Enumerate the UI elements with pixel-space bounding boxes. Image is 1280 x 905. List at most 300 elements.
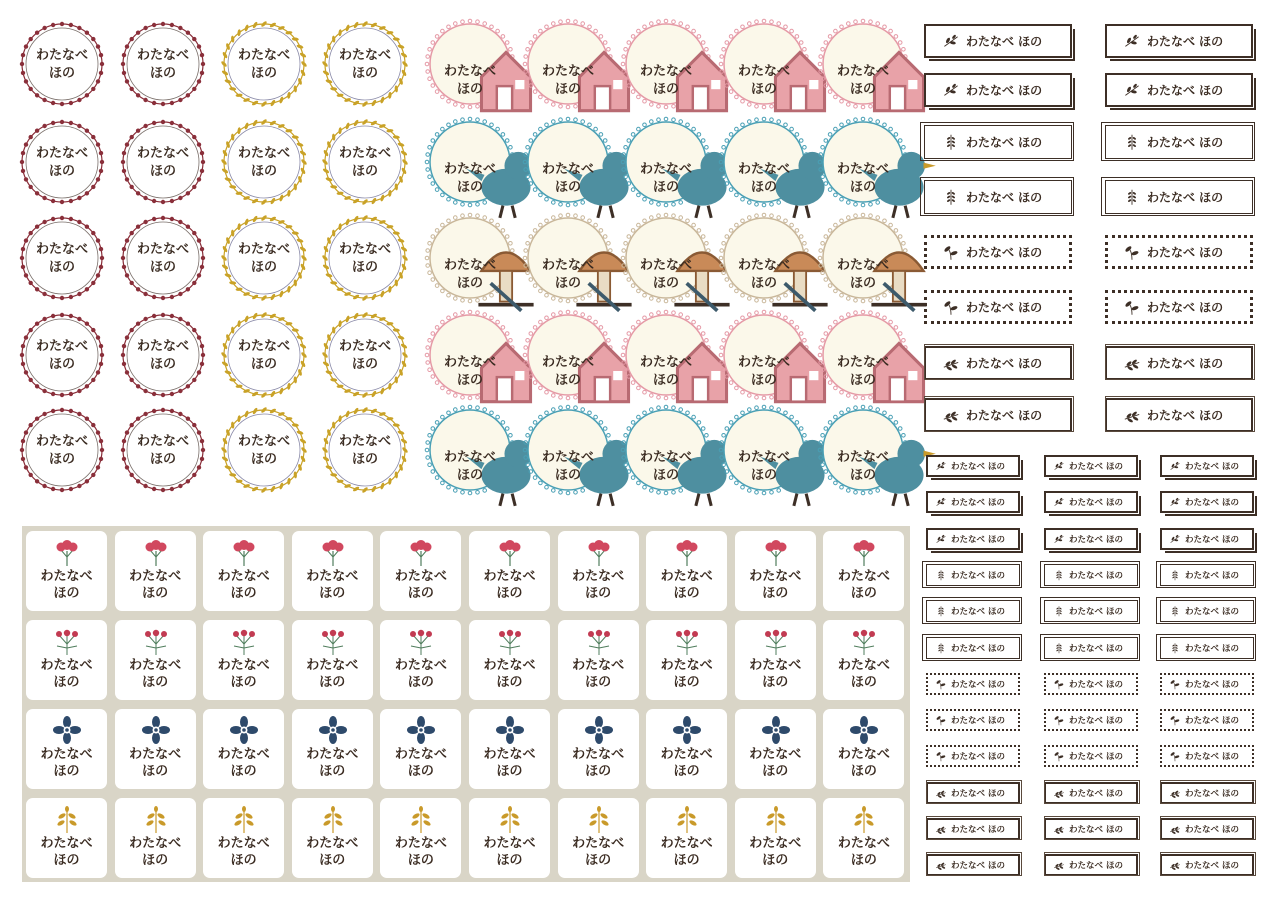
sticker-name-line2: ほの	[496, 764, 523, 779]
round-sticker	[522, 309, 614, 401]
leaf-sprig-icon	[942, 81, 960, 99]
gold-wreath-frame	[218, 309, 310, 401]
sticker-name	[558, 746, 639, 780]
name-label-small	[926, 600, 1020, 622]
round-sticker	[319, 18, 411, 110]
sticker-name-line2: ほの	[149, 260, 176, 275]
herb-icon	[1123, 406, 1141, 424]
round-sticker	[424, 116, 516, 208]
square-sticker	[292, 531, 373, 611]
sticker-name-line2: ほの	[53, 853, 80, 868]
sticker-name	[735, 657, 816, 691]
name-label-small	[1044, 455, 1138, 477]
sticker-name	[203, 568, 284, 602]
name-label-text: わたなべ ほの	[951, 861, 1005, 872]
sticker-name	[558, 835, 639, 869]
sticker-name-line2: ほの	[849, 373, 876, 388]
sticker-name-line2: ほの	[142, 586, 169, 601]
name-label-text: わたなべ ほの	[1069, 752, 1123, 763]
square-sticker	[380, 798, 461, 878]
golden-sprig-icon	[672, 804, 702, 834]
square-sticker	[469, 531, 550, 611]
sticker-name	[646, 835, 727, 869]
blue-flower-icon	[584, 715, 614, 745]
sticker-name-line1: わたなべ	[837, 658, 890, 673]
name-label-large	[1105, 125, 1253, 159]
square-sticker	[26, 709, 107, 789]
herb-icon	[1169, 787, 1181, 799]
sticker-name-line2: ほの	[230, 675, 257, 690]
sticker-name-line1: わたなべ	[483, 569, 536, 584]
gold-wreath-frame	[218, 212, 310, 304]
berry-branch-icon	[761, 626, 791, 656]
sticker-name-line2: ほの	[585, 764, 612, 779]
round-sticker	[319, 404, 411, 496]
sticker-name-line1: わたなべ	[35, 242, 88, 257]
berry-branch-icon	[672, 626, 702, 656]
carnation-icon	[761, 537, 791, 567]
sticker-name-line2: ほの	[673, 853, 700, 868]
sticker-name-line1: わたなべ	[217, 747, 270, 762]
gold-wreath-frame	[319, 116, 411, 208]
sticker-name-line2: ほの	[53, 764, 80, 779]
name-label-large	[924, 180, 1072, 214]
name-label-text: わたなべ ほの	[1069, 643, 1123, 654]
sticker-name-line2: ほの	[750, 468, 777, 483]
sticker-name	[735, 835, 816, 869]
square-sticker	[646, 798, 727, 878]
sticker-name	[26, 835, 107, 869]
round-sticker	[424, 212, 516, 304]
sticker-name-line1: わたなべ	[737, 162, 790, 177]
sticker-name-line1: わたなべ	[443, 355, 496, 370]
sticker-name	[469, 835, 550, 869]
sticker-name-line2: ほの	[250, 357, 277, 372]
name-label-small	[1160, 709, 1254, 731]
sticker-name-line1: わたなべ	[40, 747, 93, 762]
gold-wreath-frame	[218, 404, 310, 496]
sticker-name	[115, 568, 196, 602]
sticker-name-line2: ほの	[673, 675, 700, 690]
sticker-name-line2: ほの	[48, 357, 75, 372]
name-label-text: わたなべ ほの	[1185, 752, 1239, 763]
name-label-text: わたなべ ほの	[1069, 679, 1123, 690]
berry-branch-icon	[495, 626, 525, 656]
sticker-name-line2: ほの	[351, 66, 378, 81]
square-sticker	[469, 709, 550, 789]
round-sticker	[424, 404, 516, 496]
sticker-name-line1: わたなべ	[338, 242, 391, 257]
sticker-name-line2: ほの	[850, 764, 877, 779]
sticker-name-line1: わたなべ	[836, 355, 889, 370]
sticker-name-line1: わたなべ	[136, 48, 189, 63]
golden-sprig-icon	[406, 804, 436, 834]
name-label-text: わたなべ ほの	[1069, 534, 1123, 545]
round-sticker	[522, 404, 614, 496]
sticker-name-line1: わたなべ	[394, 569, 447, 584]
name-label-text: わたなべ ほの	[966, 34, 1043, 49]
square-sticker	[823, 620, 904, 700]
name-label-small	[1044, 818, 1138, 840]
name-label-text: わたなべ ほの	[1185, 534, 1239, 545]
sticker-name	[735, 568, 816, 602]
name-label-small	[926, 854, 1020, 876]
name-label-small	[1160, 782, 1254, 804]
name-label-text: わたなべ ほの	[1185, 498, 1239, 509]
golden-sprig-icon	[229, 804, 259, 834]
berry-branch-icon	[318, 626, 348, 656]
sticker-name-line2: ほの	[762, 586, 789, 601]
sticker-name-line1: わたなべ	[217, 658, 270, 673]
berry-branch-icon	[141, 626, 171, 656]
golden-sprig-icon	[52, 804, 82, 834]
sticker-name-line2: ほの	[351, 164, 378, 179]
square-sticker	[26, 531, 107, 611]
name-label-text: わたなべ ほの	[1185, 861, 1239, 872]
sticker-name-line1: わたなべ	[394, 747, 447, 762]
sticker-name-line2: ほの	[750, 82, 777, 97]
gold-wreath-frame	[319, 212, 411, 304]
name-label-small	[926, 782, 1020, 804]
sticker-name-line1: わたなべ	[306, 747, 359, 762]
sticker-name-line2: ほの	[750, 373, 777, 388]
name-label-text: わたなべ ほの	[966, 83, 1043, 98]
sticker-name-line1: わたなべ	[749, 747, 802, 762]
wheat-icon	[1169, 642, 1181, 654]
sticker-name-line1: わたなべ	[338, 48, 391, 63]
herb-icon	[942, 406, 960, 424]
sticker-name-line2: ほの	[585, 675, 612, 690]
wheat-icon	[942, 188, 960, 206]
round-sticker	[620, 116, 712, 208]
gold-wreath-frame	[319, 309, 411, 401]
name-label-text: わたなべ ほの	[951, 788, 1005, 799]
sticker-name-line2: ほの	[849, 276, 876, 291]
sticker-name-line1: わたなべ	[737, 258, 790, 273]
name-label-text: わたなべ ほの	[1147, 408, 1224, 423]
sticker-name-line2: ほの	[149, 452, 176, 467]
sticker-name-line1: わたなべ	[35, 339, 88, 354]
sticker-name-line2: ほの	[456, 373, 483, 388]
sticker-name-line1: わたなべ	[136, 242, 189, 257]
name-label-text: わたなべ ほの	[1185, 607, 1239, 618]
square-sticker	[558, 620, 639, 700]
sticker-name	[380, 835, 461, 869]
sticker-name-line2: ほの	[554, 373, 581, 388]
sticker-name	[115, 657, 196, 691]
blue-flower-icon	[52, 715, 82, 745]
sticker-name-line2: ほの	[48, 260, 75, 275]
square-sticker	[646, 531, 727, 611]
sticker-name-line2: ほの	[142, 853, 169, 868]
square-sticker	[292, 798, 373, 878]
name-label-small	[1044, 637, 1138, 659]
square-sticker	[823, 531, 904, 611]
square-sticker	[469, 798, 550, 878]
sticker-name-line1: わたなべ	[572, 658, 625, 673]
blue-flower-icon	[406, 715, 436, 745]
gold-wreath-frame	[218, 18, 310, 110]
sticker-name-line2: ほの	[149, 357, 176, 372]
wheat-icon	[942, 133, 960, 151]
round-sticker	[218, 18, 310, 110]
wheat-icon	[935, 569, 947, 581]
name-label-text: わたなべ ほの	[1069, 716, 1123, 727]
sticker-name-line2: ほの	[142, 764, 169, 779]
sticker-name-line2: ほの	[456, 276, 483, 291]
sticker-name-line1: わたなべ	[129, 569, 182, 584]
name-label-text: わたなべ ほの	[1069, 861, 1123, 872]
name-label-small	[1044, 528, 1138, 550]
blue-flower-icon	[849, 715, 879, 745]
sticker-name-line2: ほの	[585, 853, 612, 868]
square-sticker	[115, 531, 196, 611]
sticker-name-line1: わたなべ	[443, 258, 496, 273]
round-sticker	[218, 116, 310, 208]
sticker-name	[380, 568, 461, 602]
leaf-sprig-icon	[1053, 533, 1065, 545]
sticker-name-line1: わたなべ	[35, 146, 88, 161]
sticker-name-line1: わたなべ	[338, 146, 391, 161]
sticker-name-line2: ほの	[652, 276, 679, 291]
sprout-icon	[942, 243, 960, 261]
square-sticker	[469, 620, 550, 700]
square-sticker	[115, 620, 196, 700]
berry-wreath-frame	[16, 212, 108, 304]
sticker-name	[646, 657, 727, 691]
name-label-text: わたなべ ほの	[1069, 607, 1123, 618]
name-label-large	[924, 290, 1072, 324]
sticker-name-line2: ほの	[351, 452, 378, 467]
name-label-small	[1044, 745, 1138, 767]
sticker-name	[469, 568, 550, 602]
round-sticker	[817, 18, 909, 110]
name-label-small	[1044, 491, 1138, 513]
square-sticker	[735, 709, 816, 789]
sticker-name-line2: ほの	[652, 82, 679, 97]
sticker-name-line1: わたなべ	[237, 339, 290, 354]
leaf-sprig-icon	[1123, 32, 1141, 50]
berry-wreath-frame	[117, 404, 209, 496]
round-sticker	[817, 404, 909, 496]
name-label-text: わたなべ ほの	[951, 825, 1005, 835]
sticker-name-line2: ほの	[456, 82, 483, 97]
sticker-name-line2: ほの	[850, 853, 877, 868]
name-label-text: わたなべ ほの	[1147, 300, 1224, 315]
round-sticker	[718, 116, 810, 208]
round-sticker	[16, 309, 108, 401]
round-sticker	[522, 212, 614, 304]
sticker-name-line1: わたなべ	[639, 355, 692, 370]
sticker-name	[203, 746, 284, 780]
sticker-name-line1: わたなべ	[338, 339, 391, 354]
round-sticker	[117, 212, 209, 304]
leaf-sprig-icon	[1169, 460, 1181, 472]
name-label-large	[1105, 24, 1253, 58]
leaf-sprig-icon	[1169, 533, 1181, 545]
sticker-name	[735, 746, 816, 780]
blue-flower-icon	[318, 715, 348, 745]
name-label-large	[924, 73, 1072, 107]
square-sticker	[558, 531, 639, 611]
berry-wreath-frame	[16, 18, 108, 110]
sticker-name-line1: わたなべ	[737, 355, 790, 370]
sticker-name-line1: わたなべ	[639, 450, 692, 465]
sticker-name-line2: ほの	[496, 853, 523, 868]
leaf-sprig-icon	[942, 32, 960, 50]
square-sticker	[735, 620, 816, 700]
name-label-small	[1044, 709, 1138, 731]
sticker-name-line2: ほの	[652, 468, 679, 483]
sprout-icon	[935, 678, 947, 690]
sticker-name	[26, 568, 107, 602]
name-label-text: わたなべ ほの	[951, 643, 1005, 654]
name-label-text: わたなべ ほの	[1185, 825, 1239, 835]
sticker-name	[823, 657, 904, 691]
sticker-name-line2: ほの	[762, 764, 789, 779]
round-sticker	[620, 18, 712, 110]
sprout-icon	[1169, 678, 1181, 690]
carnation-icon	[406, 537, 436, 567]
herb-icon	[1169, 859, 1181, 871]
herb-icon	[1053, 787, 1065, 799]
round-sticker	[218, 212, 310, 304]
name-label-large	[1105, 235, 1253, 269]
carnation-icon	[318, 537, 348, 567]
sticker-name-line1: わたなべ	[237, 242, 290, 257]
name-label-large	[924, 346, 1072, 380]
sticker-name-line2: ほの	[319, 675, 346, 690]
name-label-large	[924, 125, 1072, 159]
sticker-name	[823, 568, 904, 602]
leaf-sprig-icon	[935, 496, 947, 508]
round-sticker	[718, 309, 810, 401]
sticker-name-line2: ほの	[849, 468, 876, 483]
name-label-small	[1044, 782, 1138, 804]
name-label-text: わたなべ ほの	[1147, 83, 1224, 98]
gold-wreath-frame	[319, 18, 411, 110]
sticker-name-line2: ほの	[319, 853, 346, 868]
sticker-name-line1: わたなべ	[217, 836, 270, 851]
sticker-name	[26, 657, 107, 691]
berry-wreath-frame	[117, 116, 209, 208]
sticker-name-line1: わたなべ	[749, 836, 802, 851]
round-sticker	[218, 404, 310, 496]
sticker-name-line2: ほの	[554, 82, 581, 97]
round-sticker	[117, 18, 209, 110]
round-sticker	[620, 404, 712, 496]
square-sticker	[115, 798, 196, 878]
round-sticker	[16, 404, 108, 496]
herb-icon	[1053, 823, 1065, 835]
sticker-name-line1: わたなべ	[129, 747, 182, 762]
sticker-name	[380, 746, 461, 780]
sticker-name-line1: わたなべ	[306, 836, 359, 851]
name-label-small	[926, 745, 1020, 767]
sticker-name	[380, 657, 461, 691]
sticker-name-line2: ほの	[849, 82, 876, 97]
square-sticker	[26, 620, 107, 700]
wheat-icon	[935, 642, 947, 654]
name-label-large	[1105, 180, 1253, 214]
sticker-name-line2: ほの	[673, 586, 700, 601]
square-sticker	[380, 709, 461, 789]
herb-icon	[1169, 823, 1181, 835]
name-label-small	[1160, 455, 1254, 477]
sticker-name-line1: わたなべ	[306, 658, 359, 673]
sticker-name-line1: わたなべ	[40, 658, 93, 673]
sticker-name-line1: わたなべ	[749, 569, 802, 584]
sticker-name-line1: わたなべ	[837, 569, 890, 584]
sticker-name-line2: ほの	[850, 675, 877, 690]
sprout-icon	[935, 714, 947, 726]
sticker-name-line2: ほの	[407, 675, 434, 690]
carnation-icon	[495, 537, 525, 567]
sticker-name-line1: わたなべ	[541, 64, 594, 79]
sticker-name-line1: わたなべ	[639, 64, 692, 79]
sticker-name-line1: わたなべ	[541, 162, 594, 177]
herb-icon	[935, 823, 947, 835]
sticker-name-line2: ほの	[554, 468, 581, 483]
berry-wreath-frame	[117, 18, 209, 110]
sticker-name-line1: わたなべ	[35, 48, 88, 63]
blue-flower-icon	[761, 715, 791, 745]
carnation-icon	[849, 537, 879, 567]
name-label-small	[1160, 600, 1254, 622]
round-sticker	[117, 309, 209, 401]
name-label-small	[1160, 637, 1254, 659]
sticker-name-line2: ほの	[230, 586, 257, 601]
name-label-text: わたなべ ほの	[951, 498, 1005, 509]
berry-wreath-frame	[16, 116, 108, 208]
sticker-name	[646, 746, 727, 780]
sticker-name-line1: わたなべ	[836, 450, 889, 465]
square-sticker	[115, 709, 196, 789]
round-sticker	[424, 18, 516, 110]
name-label-large	[1105, 346, 1253, 380]
sticker-name-line2: ほの	[230, 764, 257, 779]
name-label-text: わたなべ ほの	[966, 190, 1043, 205]
sticker-name-line1: わたなべ	[572, 836, 625, 851]
sticker-name-line1: わたなべ	[40, 836, 93, 851]
name-label-large	[924, 235, 1072, 269]
sprout-icon	[1123, 298, 1141, 316]
sprout-icon	[1053, 750, 1065, 762]
berry-wreath-frame	[16, 309, 108, 401]
sticker-name-line1: わたなべ	[837, 836, 890, 851]
wheat-icon	[1053, 605, 1065, 617]
square-sticker	[558, 709, 639, 789]
sticker-name	[469, 746, 550, 780]
sticker-name-line2: ほの	[585, 586, 612, 601]
name-label-large	[924, 24, 1072, 58]
sticker-name-line1: わたなべ	[836, 64, 889, 79]
square-sticker	[380, 531, 461, 611]
round-sticker	[117, 404, 209, 496]
square-sticker	[203, 531, 284, 611]
sticker-name-line1: わたなべ	[749, 658, 802, 673]
sticker-name-line2: ほの	[250, 260, 277, 275]
name-label-small	[926, 673, 1020, 695]
sticker-name-line1: わたなべ	[136, 339, 189, 354]
carnation-icon	[52, 537, 82, 567]
sticker-name	[469, 657, 550, 691]
berry-wreath-frame	[117, 309, 209, 401]
name-label-text: わたなべ ほの	[1069, 498, 1123, 509]
blue-flower-icon	[495, 715, 525, 745]
name-label-text: わたなべ ほの	[1069, 462, 1123, 472]
name-label-text: わたなべ ほの	[1185, 570, 1239, 581]
